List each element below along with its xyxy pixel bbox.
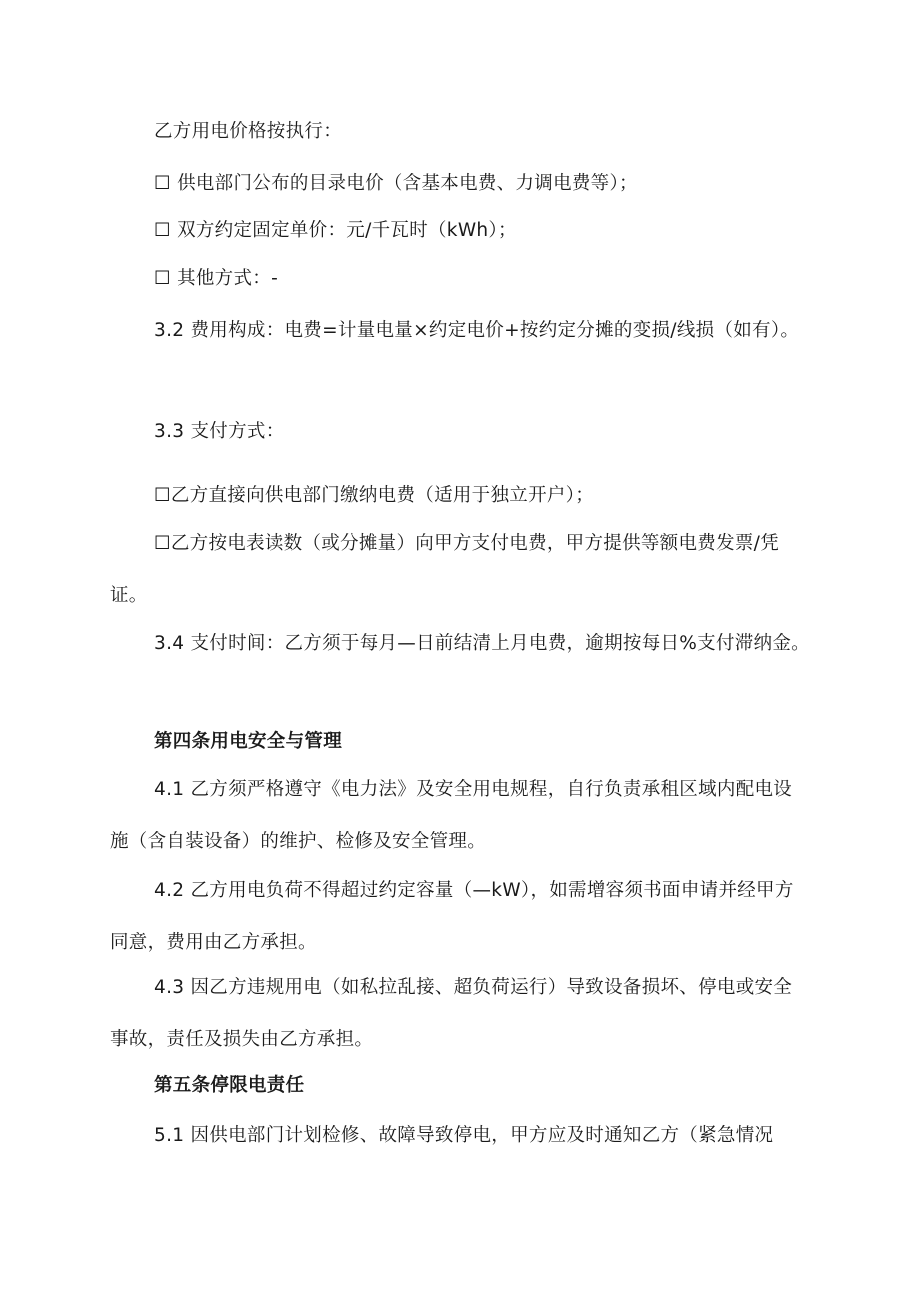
- option-pay-landlord: ☐乙方按电表读数（或分摊量）向甲方支付电费，甲方提供等额电费发票/凭证。: [110, 533, 780, 606]
- option-direct-payment: ☐乙方直接向供电部门缴纳电费（适用于独立开户）；: [154, 485, 595, 506]
- clause-4-1: 4.1 乙方须严格遵守《电力法》及安全用电规程，自行负责承租区域内配电设施（含自装设备）的维护、检修及安全管理。: [110, 779, 793, 852]
- option-fixed-unit-price: ☐ 双方约定固定单价：元/千瓦时（kWh）；: [154, 220, 517, 241]
- clause-3-2-fee-composition: 3.2 费用构成：电费=计量电量×约定电价+按约定分摊的变损/线损（如有）。: [154, 320, 800, 341]
- paragraph-price-execution: 乙方用电价格按执行：: [154, 121, 343, 142]
- clause-3-3-payment-method: 3.3 支付方式：: [154, 421, 285, 442]
- clause-5-1: 5.1 因供电部门计划检修、故障导致停电，甲方应及时通知乙方（紧急情况: [154, 1125, 774, 1146]
- section-5-heading: 第五条停限电责任: [154, 1075, 305, 1096]
- clause-3-4-payment-time: 3.4 支付时间：乙方须于每月—日前结清上月电费，逾期按每日%支付滞纳金。: [154, 633, 810, 654]
- clause-4-3: 4.3 因乙方违规用电（如私拉乱接、超负荷运行）导致设备损坏、停电或安全事故，责任及损失由乙方承担。: [110, 977, 793, 1050]
- clause-4-2: 4.2 乙方用电负荷不得超过约定容量（—kW），如需增容须书面申请并经甲方同意，费用由乙方承担。: [110, 880, 794, 953]
- option-catalog-price: ☐ 供电部门公布的目录电价（含基本电费、力调电费等）；: [154, 173, 638, 194]
- option-other-method: ☐ 其他方式：-: [154, 268, 279, 289]
- section-4-heading: 第四条用电安全与管理: [154, 731, 343, 752]
